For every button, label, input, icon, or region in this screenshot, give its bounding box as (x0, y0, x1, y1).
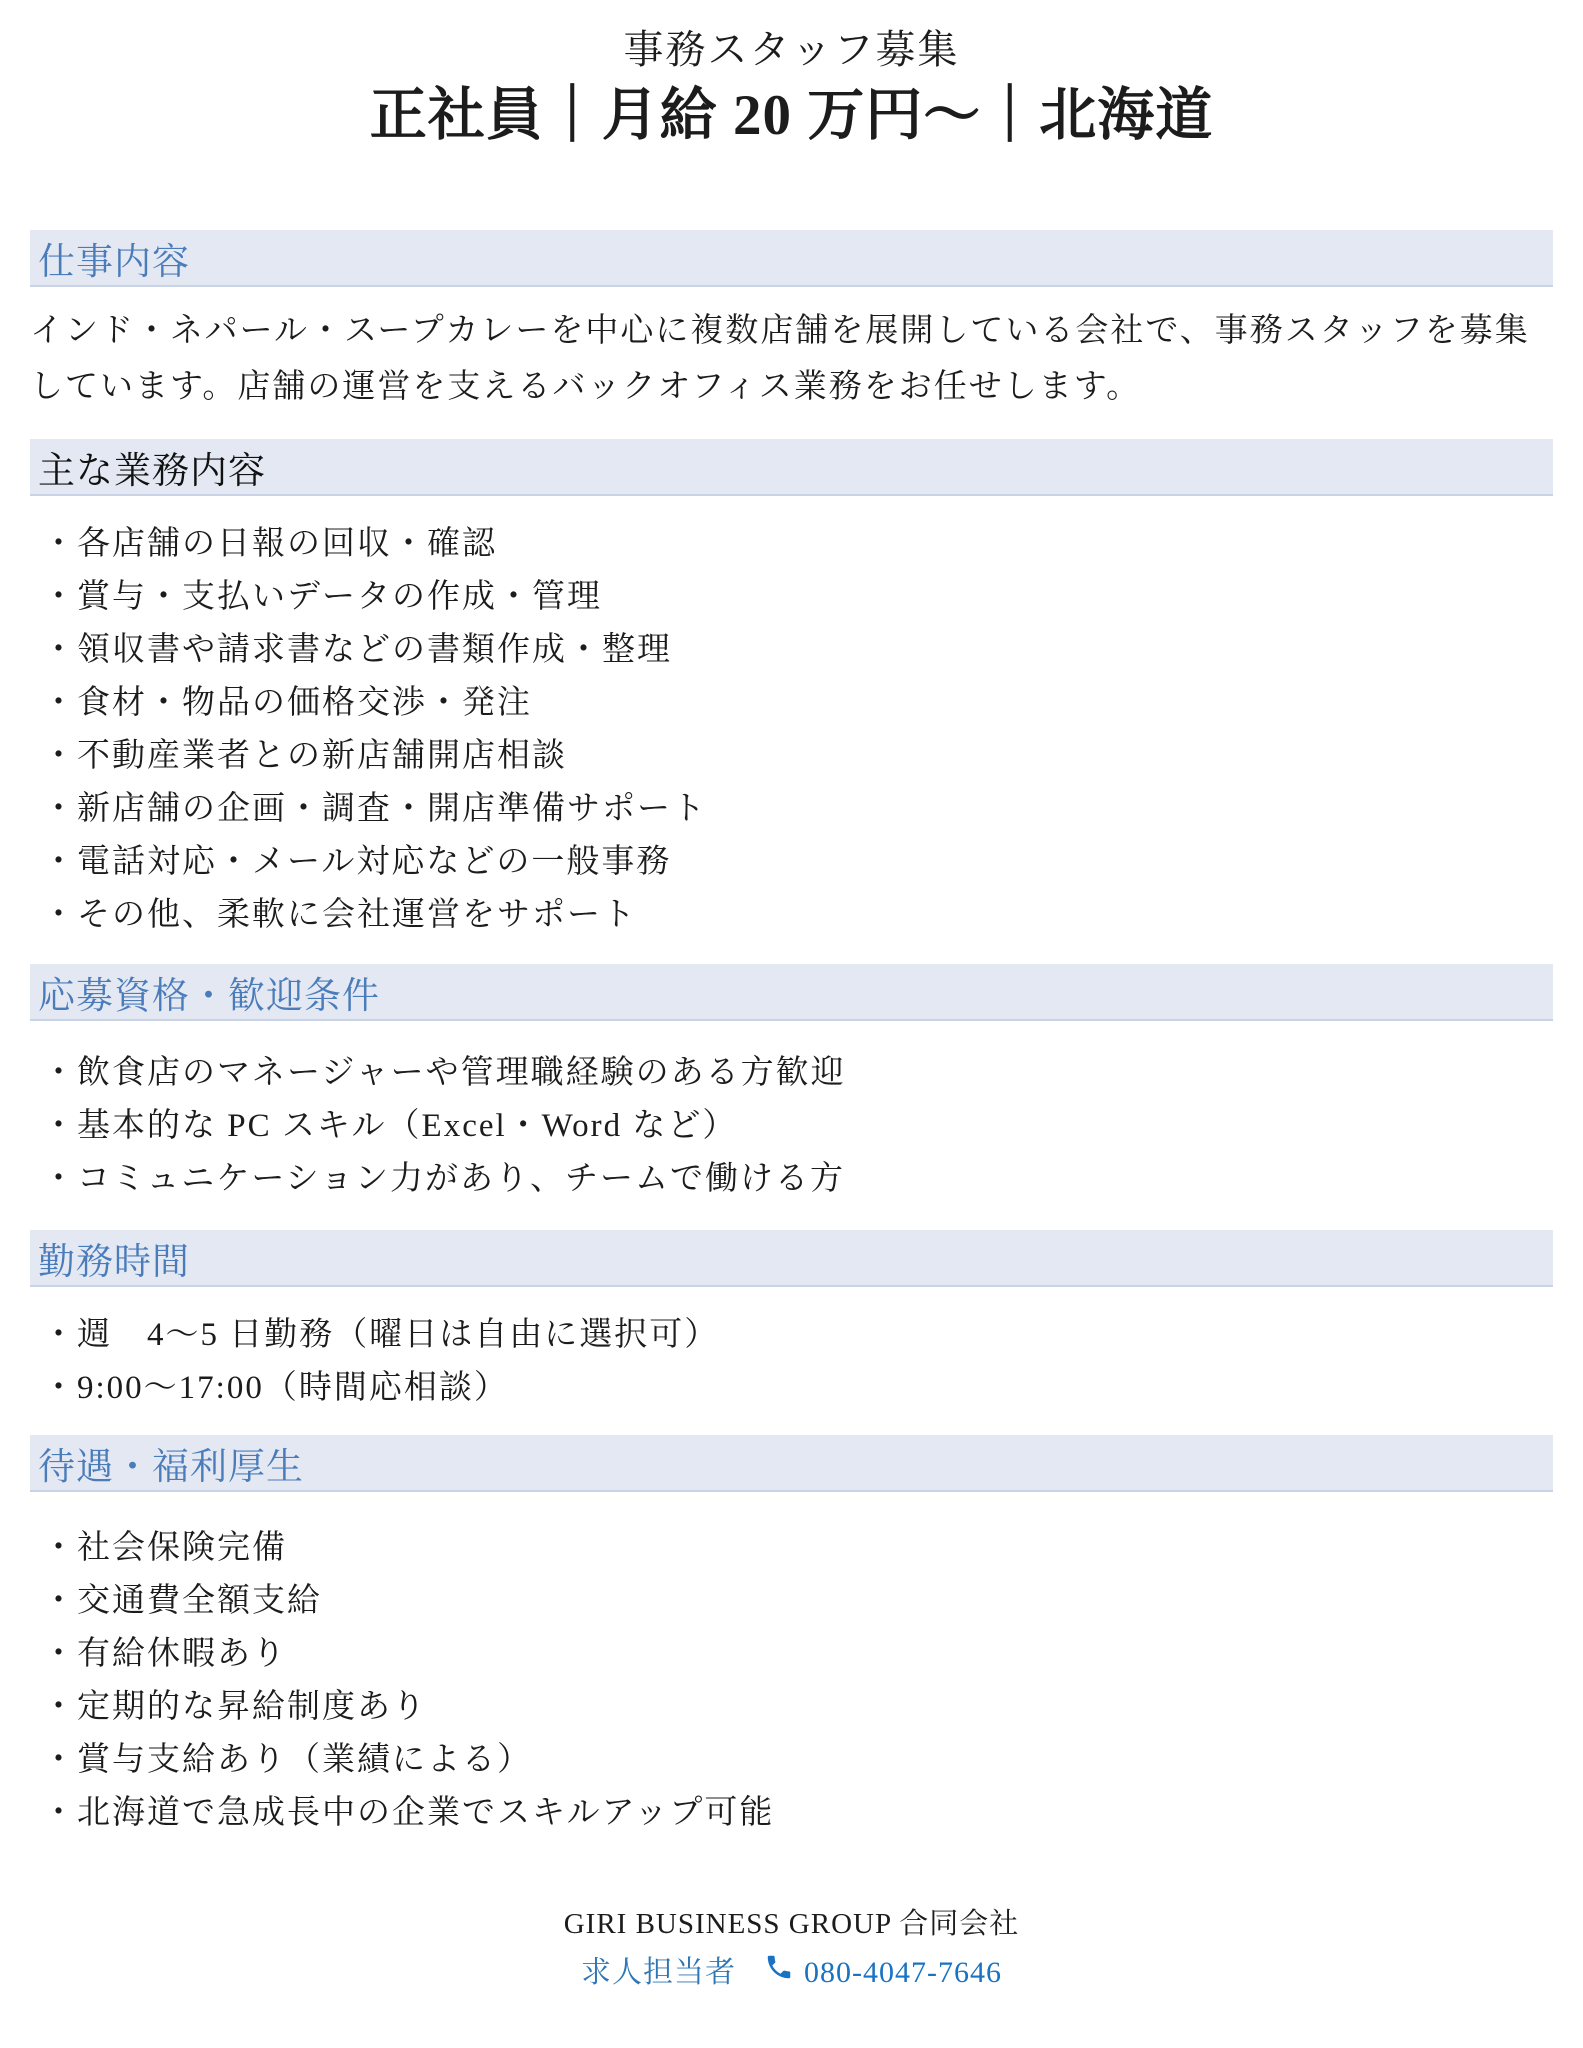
section-heading-main-duties: 主な業務内容 (30, 439, 1553, 496)
bullet-item: ・社会保険完備 (42, 1530, 287, 1566)
document-subtitle: 正社員｜月給 20 万円～｜北海道 (369, 84, 1214, 147)
section-heading-job-content: 仕事内容 (30, 230, 1553, 287)
bullet-item: ・電話対応・メール対応などの一般事務 (42, 844, 672, 880)
section-benefits (30, 1435, 1553, 1840)
bullet-item: ・新店舗の企画・調査・開店準備サポート (42, 791, 707, 827)
section-working-hours (30, 1230, 1553, 1415)
bullet-item: ・各店舗の日報の回収・確認 (42, 526, 497, 562)
bullet-item: ・北海道で急成長中の企業でスキルアップ可能 (42, 1795, 775, 1831)
bullet-item: ・基本的な PC スキル（Excel・Word など） (42, 1108, 738, 1144)
benefits-list (30, 1522, 1553, 1840)
contact-line (30, 1954, 1553, 1995)
bullet-item: ・賞与支給あり（業績による） (42, 1742, 532, 1778)
section-heading-benefits: 待遇・福利厚生 (30, 1435, 1553, 1492)
section-heading-working-hours: 勤務時間 (30, 1230, 1553, 1287)
phone-number: 080-4047-7646 (804, 1956, 1002, 1989)
bullet-item: ・コミュニケーション力があり、チームで働ける方 (42, 1161, 846, 1197)
bullet-item: ・食材・物品の価格交渉・発注 (42, 685, 532, 721)
phone-icon (764, 1952, 794, 1992)
bullet-item: ・領収書や請求書などの書類作成・整理 (42, 632, 672, 668)
job-content-paragraph: インド・ネパール・スープカレーを中心に複数店舗を展開している会社で、事務スタッフを募集しています。店舗の運営を支えるバックオフィス業務をお任せします。 (30, 313, 1530, 405)
company-name: GIRI BUSINESS GROUP 合同会社 (563, 1908, 1020, 1940)
bullet-item: ・不動産業者との新店舗開店相談 (42, 738, 567, 774)
bullet-item: ・週 4～5 日勤務（曜日は自由に選択可） (42, 1317, 720, 1353)
section-heading-requirements: 応募資格・歓迎条件 (30, 964, 1553, 1021)
document-title: 事務スタッフ募集 (623, 27, 960, 72)
section-job-content (30, 230, 1553, 415)
section-requirements (30, 964, 1553, 1206)
main-duties-list (30, 518, 1553, 942)
contact-label: 求人担当者 (581, 1956, 736, 1989)
bullet-item: ・9:00～17:00（時間応相談） (42, 1370, 509, 1406)
requirements-list (30, 1047, 1553, 1206)
bullet-item: ・定期的な昇給制度あり (42, 1689, 427, 1725)
working-hours-list (30, 1309, 1553, 1415)
bullet-item: ・交通費全額支給 (42, 1583, 322, 1619)
document-footer (30, 1906, 1553, 1995)
section-main-duties (30, 439, 1553, 942)
bullet-item: ・賞与・支払いデータの作成・管理 (42, 579, 602, 615)
bullet-item: ・飲食店のマネージャーや管理職経験のある方歓迎 (42, 1055, 846, 1091)
bullet-item: ・有給休暇あり (42, 1636, 287, 1672)
bullet-item: ・その他、柔軟に会社運営をサポート (42, 897, 637, 933)
